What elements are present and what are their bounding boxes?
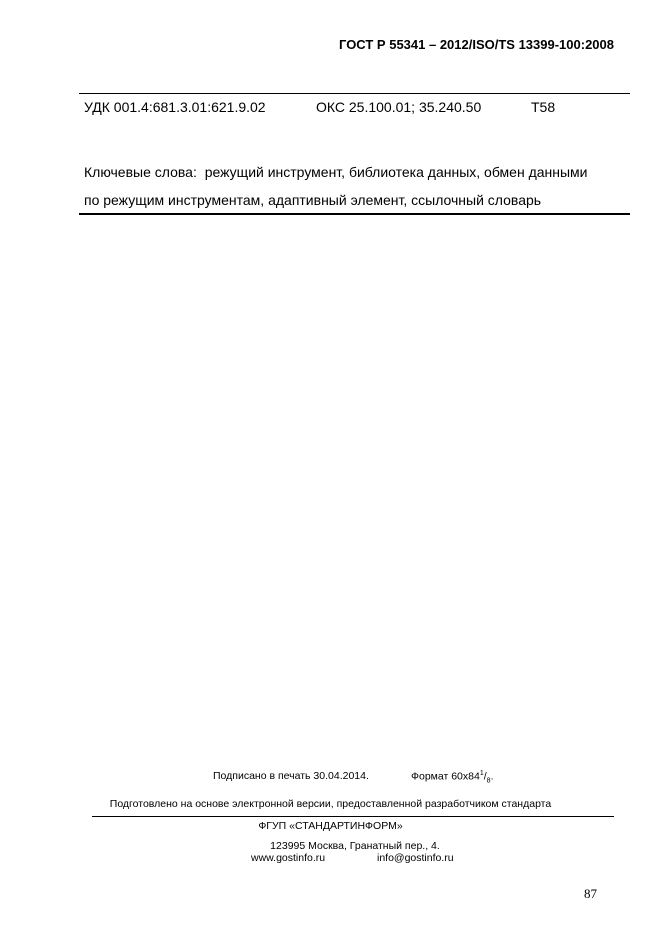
keywords-label: Ключевые слова: [84, 164, 197, 180]
top-divider [79, 93, 630, 94]
standard-designation: ГОСТ Р 55341 – 2012/ISO/TS 13399-100:2008 [339, 37, 614, 52]
format-numerator: 1 [479, 770, 484, 777]
print-format: Формат $60x84^1/_8$. [411, 770, 494, 785]
keywords-text-1: режущий инструмент, библиотека данных, обмен данными [204, 164, 588, 180]
udk-code: УДК 001.4:681.3.01:621.9.02 [84, 99, 266, 115]
imprint-divider [92, 816, 614, 817]
keywords-block [84, 158, 588, 214]
publisher-name: ФГУП «СТАНДАРТИНФОРМ» [258, 820, 403, 832]
keywords-line-2: по режущим инструментам, адаптивный элемент, ссылочный словарь [84, 192, 542, 208]
publisher-address: 123995 Москва, Гранатный пер., 4. [270, 840, 440, 852]
signed-date: Подписано в печать 30.04.2014. [213, 770, 369, 782]
publisher-email: info@gostinfo.ru [377, 852, 454, 864]
format-denominator: 8 [486, 777, 491, 785]
keywords-line-1 [84, 158, 588, 186]
format-prefix: Формат 60x84 [411, 770, 480, 783]
oks-code: ОКС 25.100.01; 35.240.50 [316, 99, 482, 115]
format-suffix: . [490, 770, 494, 783]
classification-code: T58 [531, 99, 556, 115]
prepared-note: Подготовлено на основе электронной версии, предоставленной разработчиком стандарта [109, 798, 552, 810]
publisher-website: www.gostinfo.ru [251, 852, 326, 864]
page-number: 87 [584, 886, 597, 901]
keywords-divider [79, 213, 630, 215]
